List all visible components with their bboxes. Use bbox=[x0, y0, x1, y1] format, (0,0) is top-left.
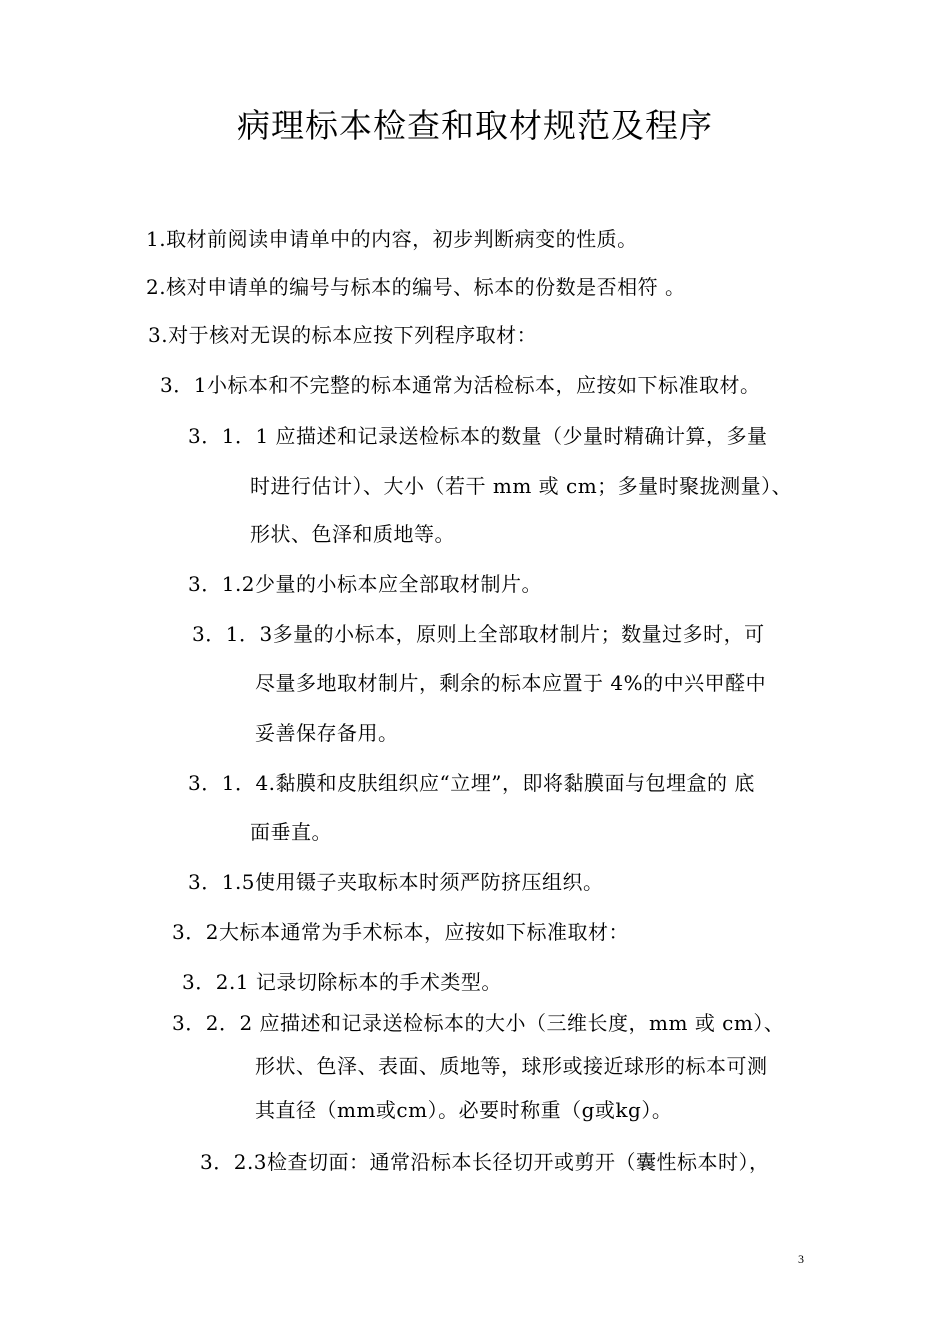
page-number: 3 bbox=[798, 1252, 804, 1266]
paragraph-line: 形状、色泽、表面、质地等，球形或接近球形的标本可测 bbox=[255, 1054, 768, 1078]
paragraph-line: 3．1．1 应描述和记录送检标本的数量（少量时精确计算，多量 bbox=[188, 424, 768, 448]
document-title: 病理标本检查和取材规范及程序 bbox=[237, 106, 713, 145]
paragraph-line: 3．1小标本和不完整的标本通常为活检标本，应按如下标准取材。 bbox=[160, 373, 761, 397]
paragraph-line: 3．2.3检查切面：通常沿标本长径切开或剪开（囊性标本时）， bbox=[200, 1150, 770, 1174]
paragraph-line: 3．2.1 记录切除标本的手术类型。 bbox=[182, 970, 502, 994]
paragraph-line: 3.对于核对无误的标本应按下列程序取材： bbox=[148, 323, 538, 347]
paragraph-line: 妥善保存备用。 bbox=[255, 721, 399, 745]
paragraph-line: 2.核对申请单的编号与标本的编号、标本的份数是否相符 。 bbox=[146, 275, 686, 299]
paragraph-line: 3．1．4.黏膜和皮肤组织应“立埋”，即将黏膜面与包埋盒的 底 bbox=[188, 771, 755, 795]
paragraph-line: 形状、色泽和质地等。 bbox=[250, 522, 455, 546]
paragraph-line: 3．1.2少量的小标本应全部取材制片。 bbox=[188, 572, 543, 596]
paragraph-line: 1.取材前阅读申请单中的内容，初步判断病变的性质。 bbox=[146, 227, 638, 251]
paragraph-line: 3．1．3多量的小标本，原则上全部取材制片；数量过多时，可 bbox=[192, 622, 765, 646]
paragraph-line: 尽量多地取材制片，剩余的标本应置于 4%的中兴甲醛中 bbox=[255, 671, 767, 695]
paragraph-line: 3．1.5使用镊子夹取标本时须严防挤压组织。 bbox=[188, 870, 604, 894]
paragraph-line: 时进行估计）、大小（若干 mm 或 cm；多量时聚拢测量）、 bbox=[250, 474, 793, 498]
paragraph-line: 面垂直。 bbox=[250, 820, 332, 844]
paragraph-line: 其直径（mm或cm）。必要时称重（g或kg）。 bbox=[255, 1098, 673, 1122]
paragraph-line: 3．2．2 应描述和记录送检标本的大小（三维长度，mm 或 cm）、 bbox=[172, 1011, 785, 1035]
paragraph-line: 3．2大标本通常为手术标本，应按如下标准取材： bbox=[172, 920, 629, 944]
